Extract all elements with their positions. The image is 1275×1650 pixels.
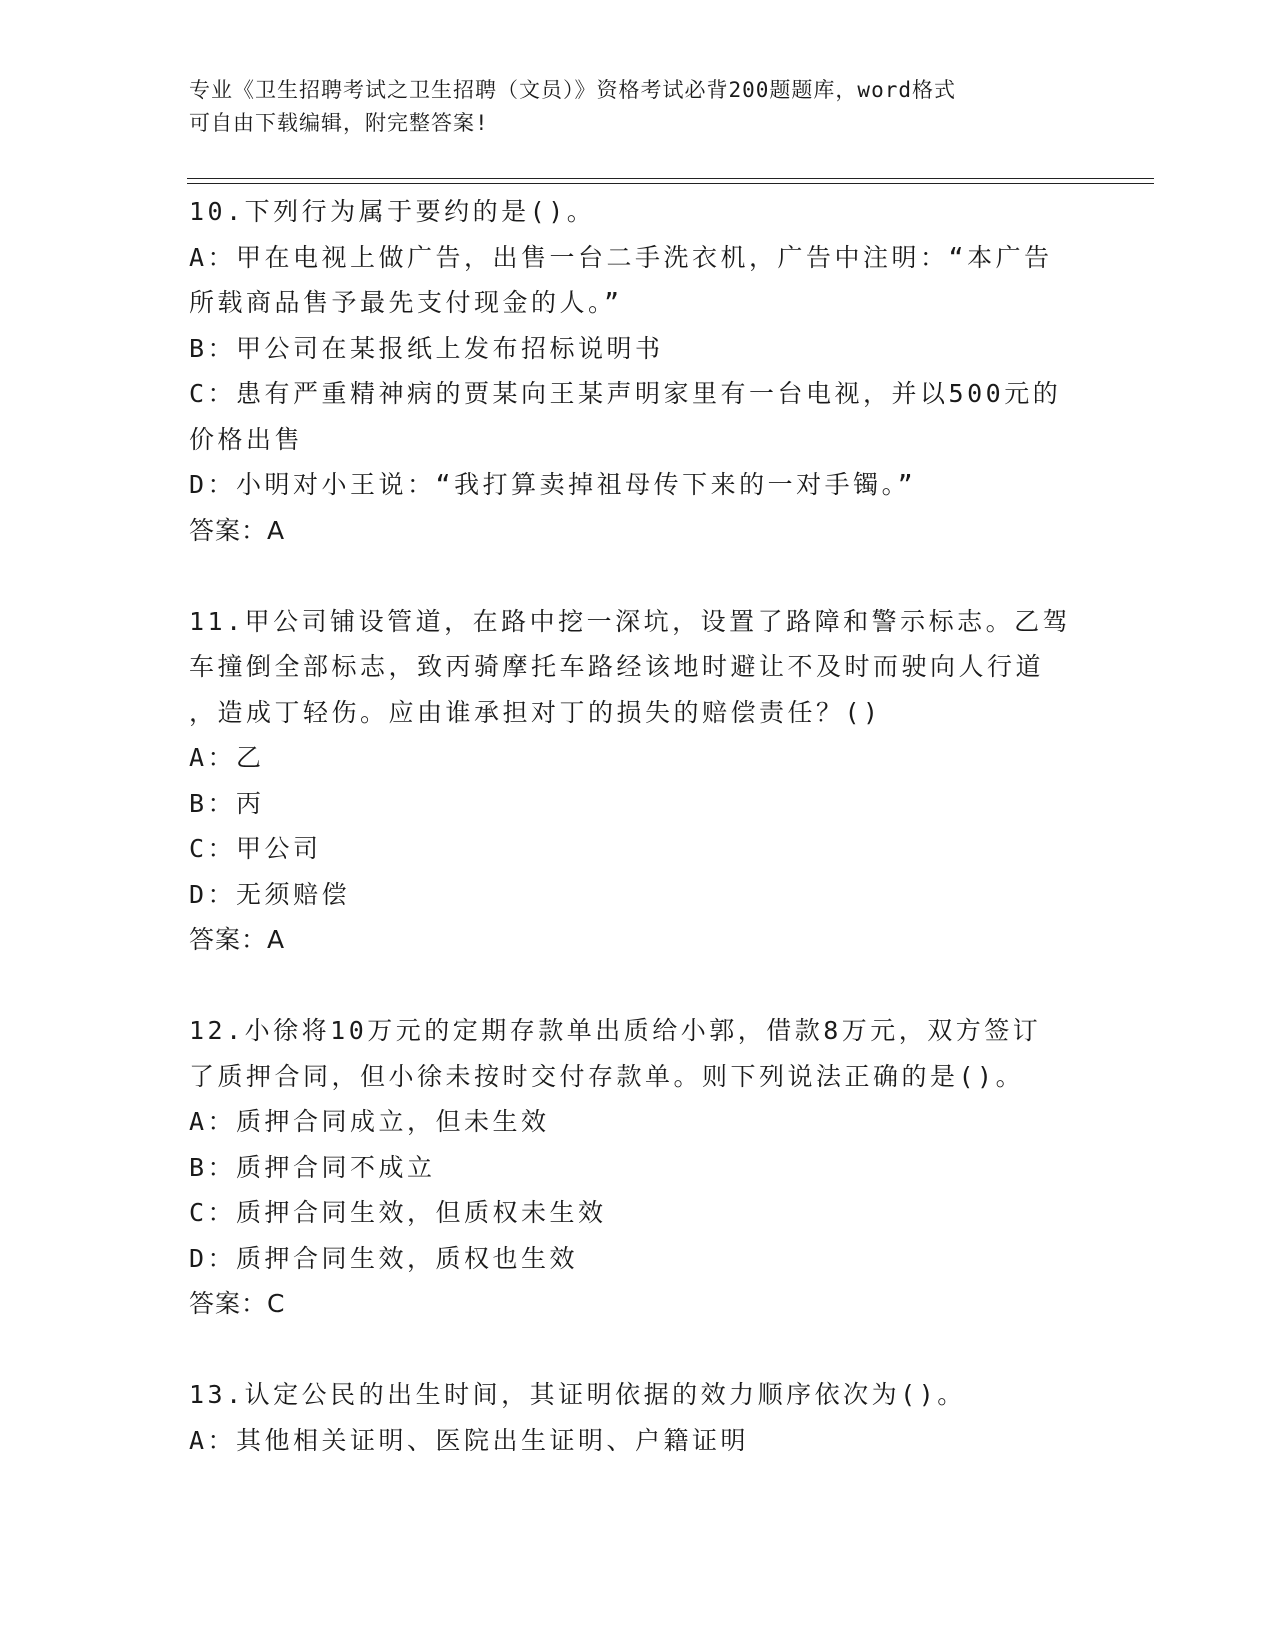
- option-a: A：质押合同成立，但未生效: [189, 1107, 550, 1136]
- option-d: D：质押合同生效，质权也生效: [189, 1243, 579, 1273]
- option-a: A：甲在电视上做广告，出售一台二手洗衣机，广告中注明：“本广告: [189, 242, 1053, 272]
- header-divider: [187, 178, 1154, 179]
- document-header: [189, 74, 1089, 140]
- header-line: 可自由下载编辑，附完整答案!: [189, 111, 489, 135]
- option-a: A：乙: [189, 743, 265, 772]
- option-c: C：质押合同生效，但质权未生效: [189, 1198, 607, 1227]
- option-b: B：质押合同不成立: [189, 1152, 436, 1182]
- spacer: [189, 1327, 1089, 1373]
- question-item: [189, 599, 1089, 963]
- option-c: C：甲公司: [189, 834, 322, 863]
- option-d: D：无须赔偿: [189, 879, 351, 909]
- answer-label: 答案：A: [189, 515, 286, 545]
- question-stem: 13.认定公民的出生时间，其证明依据的效力顺序依次为()。: [189, 1380, 966, 1409]
- answer-label: 答案：A: [189, 925, 286, 954]
- header-line: 专业《卫生招聘考试之卫生招聘（文员）》资格考试必背200题题库，word格式: [189, 78, 956, 102]
- option-d: D：小明对小王说：“我打算卖掉祖母传下来的一对手镯。”: [189, 470, 917, 499]
- spacer: [189, 963, 1089, 1009]
- question-item: [189, 1372, 1089, 1463]
- option-c: 价格出售: [189, 424, 304, 454]
- question-item: [189, 1008, 1089, 1327]
- question-stem: 车撞倒全部标志，致丙骑摩托车路经该地时避让不及时而驶向人行道: [189, 652, 1045, 681]
- option-a: A：其他相关证明、医院出生证明、户籍证明: [189, 1425, 750, 1455]
- question-item: [189, 189, 1089, 553]
- header-divider: [187, 183, 1154, 184]
- option-c: C：患有严重精神病的贾某向王某声明家里有一台电视，并以500元的: [189, 379, 1062, 408]
- option-b: B：丙: [189, 788, 265, 818]
- question-stem: 10.下列行为属于要约的是()。: [189, 197, 596, 226]
- option-b: B：甲公司在某报纸上发布招标说明书: [189, 333, 664, 363]
- option-a: 所载商品售予最先支付现金的人。”: [189, 288, 623, 317]
- question-stem: 了质押合同，但小徐未按时交付存款单。则下列说法正确的是()。: [189, 1061, 1025, 1091]
- spacer: [189, 553, 1089, 599]
- answer-label: 答案：C: [189, 1289, 286, 1318]
- question-stem: ，造成丁轻伤。应由谁承担对丁的损失的赔偿责任？(): [189, 697, 882, 727]
- question-stem: 12.小徐将10万元的定期存款单出质给小郭，借款8万元，双方签订: [189, 1016, 1042, 1045]
- question-stem: 11.甲公司铺设管道，在路中挖一深坑，设置了路障和警示标志。乙驾: [189, 606, 1072, 636]
- question-list: [189, 189, 1089, 1463]
